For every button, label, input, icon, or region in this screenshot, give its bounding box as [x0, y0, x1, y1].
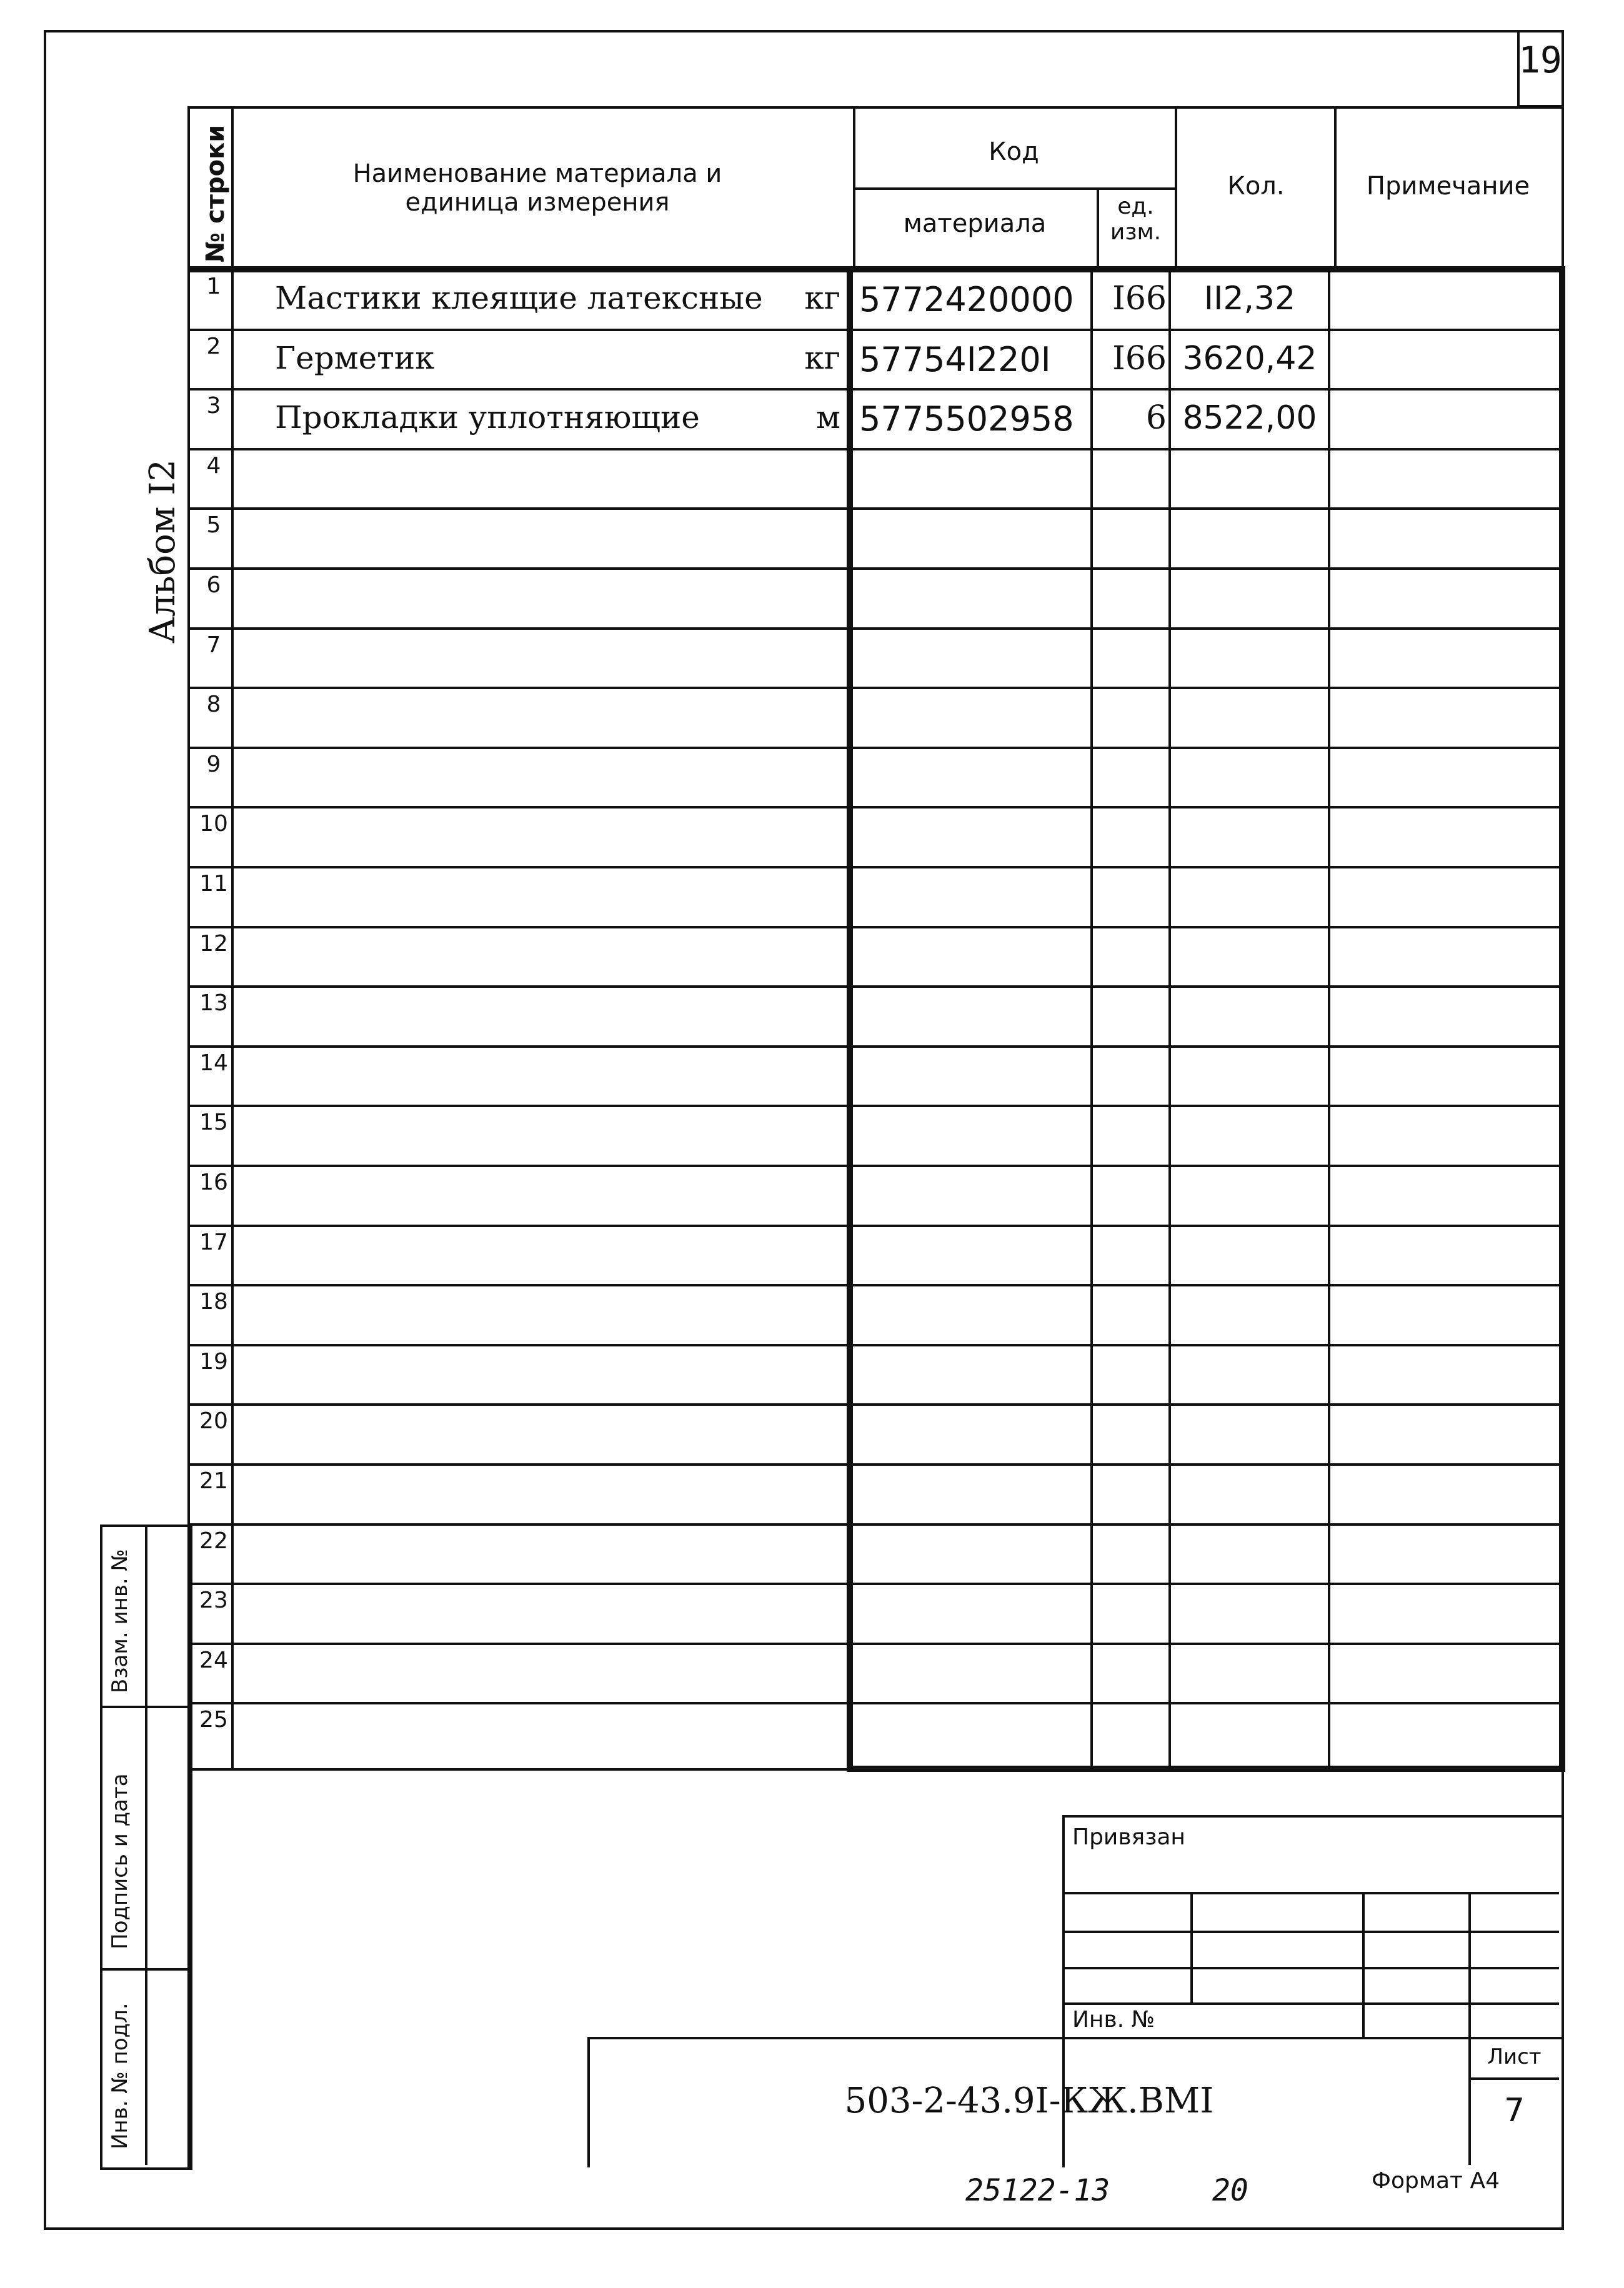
row-number: 8 — [206, 692, 221, 717]
material-code: 57754I220I — [859, 340, 1051, 379]
row-number: 15 — [199, 1110, 228, 1135]
table-col-line-2 — [1168, 266, 1171, 1766]
sheet-value: 7 — [1503, 2092, 1525, 2129]
row-number: 25 — [199, 1707, 228, 1733]
row-number: 2 — [206, 334, 221, 359]
row-number: 20 — [199, 1408, 228, 1434]
material-name: Прокладки уплотняющие — [275, 399, 700, 435]
row-number: 9 — [206, 752, 221, 777]
tb-vline-2 — [1362, 1892, 1365, 2037]
qty-col-line-top — [1175, 107, 1177, 271]
header-note: Примечание — [1366, 172, 1530, 201]
inv-no-label: Инв. № — [1072, 2007, 1155, 2032]
table-row-line — [187, 1045, 1559, 1048]
tb-line-2 — [1062, 1931, 1559, 1933]
row-number: 11 — [199, 871, 228, 897]
document-code: 503-2-43.9I-КЖ.ВМI — [844, 2081, 1214, 2121]
tb-line-3 — [1062, 1967, 1559, 1969]
header-qty: Кол. — [1227, 172, 1285, 201]
table-row-line — [187, 388, 1559, 390]
stamp-inv-podl-label: Инв. № подл. — [107, 2002, 132, 2149]
table-row-line — [187, 926, 1559, 928]
tb-line-1 — [1062, 1892, 1559, 1894]
table-row-line — [187, 1105, 1559, 1107]
row-number: 5 — [206, 512, 221, 538]
material-name: Мастики клеящие латексные — [275, 280, 763, 316]
unit-code: 6 — [1145, 399, 1167, 437]
corner-number: 19 — [1518, 39, 1562, 81]
table-end-line — [187, 1768, 1559, 1771]
side-stamp-line-1 — [100, 1706, 187, 1708]
sheet-label: Лист — [1487, 2044, 1542, 2069]
tb-vline-1 — [1190, 1892, 1193, 2002]
table-row-line — [187, 627, 1559, 630]
row-number: 10 — [199, 811, 228, 837]
note-col-line-top — [1334, 107, 1337, 271]
side-stamp-line-2 — [100, 1968, 187, 1971]
table-row-line — [187, 747, 1559, 749]
table-row-line — [187, 1702, 1559, 1704]
table-row-line — [187, 985, 1559, 988]
row-number: 22 — [199, 1528, 228, 1554]
stamp-vzam-label: Взам. инв. № — [107, 1549, 132, 1693]
material-unit: м — [816, 399, 840, 435]
table-row-line — [187, 806, 1559, 808]
sheet-label-line — [1468, 2077, 1559, 2080]
table-row-line — [187, 1403, 1559, 1406]
table-row-line — [187, 567, 1559, 570]
row-number: 4 — [206, 453, 221, 479]
row-number: 6 — [206, 572, 221, 598]
header-row-number: № строки — [201, 124, 230, 262]
privyazan-label: Привязан — [1072, 1824, 1185, 1850]
table-row-line — [187, 1523, 1559, 1526]
material-code: 5775502958 — [859, 399, 1074, 439]
material-unit: кг — [804, 340, 840, 376]
table-row-line — [187, 866, 1559, 868]
header-code-unit: ед. изм. — [1110, 194, 1162, 246]
album-label: Альбом I2 — [142, 459, 183, 644]
table-row-line — [187, 687, 1559, 689]
row-number: 18 — [199, 1289, 228, 1315]
stamp-podpis-label: Подпись и дата — [107, 1773, 132, 1949]
table-row-line — [187, 1284, 1559, 1286]
table-col-line-3 — [1328, 266, 1330, 1766]
table-row-line — [187, 448, 1559, 450]
page-number: 20 — [1212, 2173, 1248, 2208]
row-number: 7 — [206, 632, 221, 658]
material-code: 5772420000 — [859, 280, 1074, 319]
rownum-col-line — [231, 107, 234, 1769]
tb-line-4 — [1062, 2002, 1559, 2005]
row-number: 1 — [206, 274, 221, 299]
table-row-line — [187, 1583, 1559, 1585]
row-number: 21 — [199, 1468, 228, 1494]
header-code: Код — [989, 137, 1039, 166]
row-number: 23 — [199, 1588, 228, 1613]
row-number: 12 — [199, 931, 228, 957]
material-name: Герметик — [275, 340, 435, 376]
table-row-line — [187, 1344, 1559, 1346]
unit-code: I66 — [1112, 280, 1167, 317]
table-col-line-1 — [1090, 266, 1093, 1766]
row-number: 16 — [199, 1170, 228, 1195]
quantity: 3620,42 — [1182, 340, 1317, 377]
table-row-line — [187, 1165, 1559, 1167]
side-stamp-divider — [145, 1525, 147, 2165]
quantity: 8522,00 — [1182, 399, 1317, 437]
row-number: 3 — [206, 393, 221, 419]
format-label: Формат А4 — [1372, 2168, 1500, 2194]
row-number: 13 — [199, 990, 228, 1016]
table-row-line — [187, 329, 1559, 331]
unitcode-col-line-top — [1097, 187, 1099, 271]
table-row-line — [187, 1643, 1559, 1645]
table-row-line — [187, 507, 1559, 510]
row-number: 17 — [199, 1230, 228, 1255]
material-unit: кг — [804, 280, 840, 316]
archive-number: 25122-13 — [965, 2173, 1110, 2208]
unit-code: I66 — [1112, 340, 1167, 377]
quantity: II2,32 — [1203, 280, 1296, 317]
table-body — [847, 266, 1565, 1772]
header-name: Наименование материала и единица измерения — [352, 159, 722, 217]
table-row-line — [187, 1225, 1559, 1227]
row-number: 24 — [199, 1648, 228, 1673]
table-row-line — [187, 1463, 1559, 1466]
row-number: 14 — [199, 1050, 228, 1076]
header-code-material: материала — [903, 209, 1047, 238]
row-number: 19 — [199, 1349, 228, 1375]
code-split-line — [853, 187, 1175, 190]
